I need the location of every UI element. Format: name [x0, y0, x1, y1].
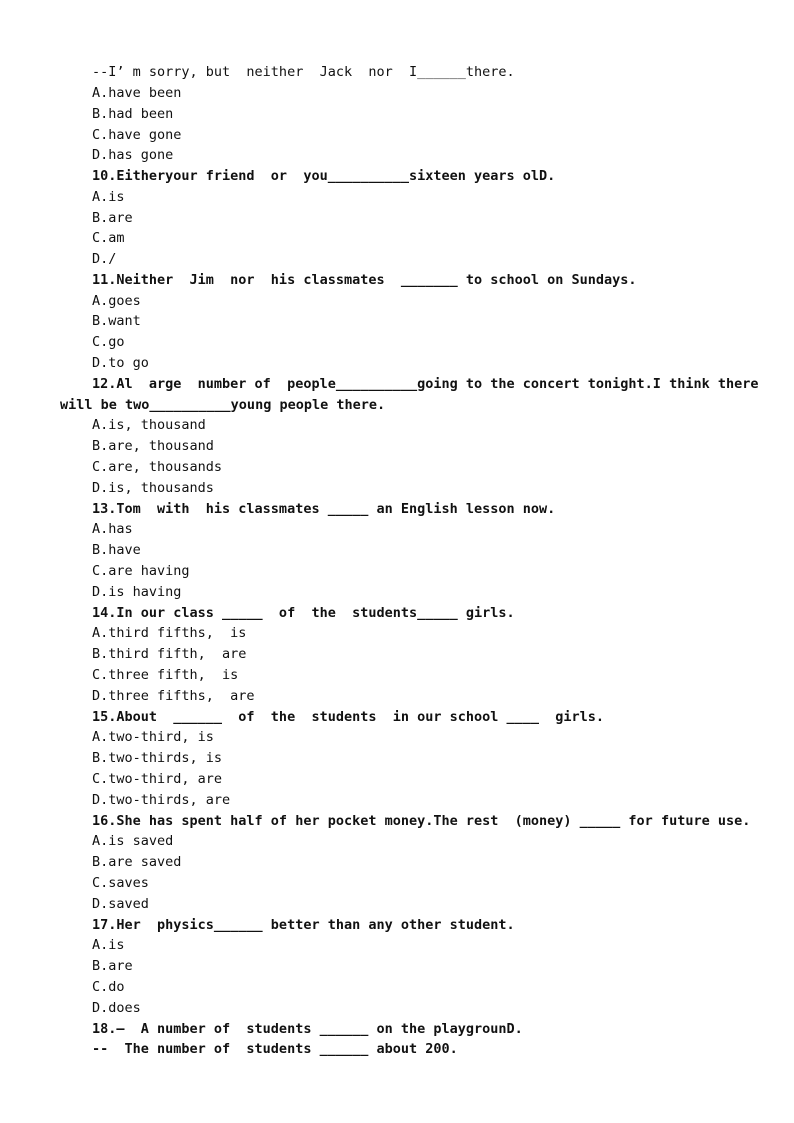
- option-10-c: C.am: [92, 230, 125, 246]
- option-16-c: C.saves: [92, 875, 149, 891]
- question-18-reply: -- The number of students ______ about 200.: [92, 1041, 458, 1057]
- option-11-d: D.to go: [92, 355, 149, 371]
- question-11: 11.Neither Jim nor his classmates _______ to school on Sundays.: [92, 272, 637, 288]
- option-13-b: B.have: [92, 542, 141, 558]
- option-13-c: C.are having: [92, 563, 190, 579]
- option-14-d: D.three fifths, are: [92, 688, 255, 704]
- option-12-d: D.is, thousands: [92, 480, 214, 496]
- option-9-d: D.has gone: [92, 147, 174, 163]
- question-14: 14.In our class _____ of the students_____ girls.: [92, 605, 515, 621]
- question-10: 10.Eitheryour friend or you__________sixteen years olD.: [92, 168, 556, 184]
- option-9-b: B.had been: [92, 106, 174, 122]
- option-14-a: A.third fifths, is: [92, 625, 247, 641]
- option-9-c: C.have gone: [92, 127, 182, 143]
- option-16-d: D.saved: [92, 896, 149, 912]
- question-18: 18.— A number of students ______ on the playgrounD.: [92, 1021, 523, 1037]
- option-17-c: C.do: [92, 979, 125, 995]
- option-17-d: D.does: [92, 1000, 141, 1016]
- option-14-c: C.three fifth, is: [92, 667, 239, 683]
- question-13: 13.Tom with his classmates _____ an English lesson now.: [92, 501, 556, 517]
- option-15-a: A.two-third, is: [92, 729, 214, 745]
- option-17-b: B.are: [92, 958, 133, 974]
- option-16-a: A.is saved: [92, 833, 174, 849]
- question-12-continuation: will be two__________young people there.: [60, 397, 386, 413]
- option-14-b: B.third fifth, are: [92, 646, 247, 662]
- option-16-b: B.are saved: [92, 854, 182, 870]
- option-10-a: A.is: [92, 189, 125, 205]
- question-12: 12.Al arge number of people__________going to the concert tonight.I think there: [92, 376, 759, 392]
- option-11-a: A.goes: [92, 293, 141, 309]
- option-15-b: B.two-thirds, is: [92, 750, 223, 766]
- option-10-b: B.are: [92, 210, 133, 226]
- option-17-a: A.is: [92, 937, 125, 953]
- option-12-a: A.is, thousand: [92, 417, 206, 433]
- option-12-c: C.are, thousands: [92, 459, 223, 475]
- option-13-a: A.has: [92, 521, 133, 537]
- question-16: 16.She has spent half of her pocket money.The rest (money) _____ for future use.: [92, 813, 751, 829]
- question-17: 17.Her physics______ better than any other student.: [92, 917, 515, 933]
- option-15-c: C.two-third, are: [92, 771, 223, 787]
- option-15-d: D.two-thirds, are: [92, 792, 231, 808]
- option-12-b: B.are, thousand: [92, 438, 214, 454]
- option-13-d: D.is having: [92, 584, 182, 600]
- question-9-stem: --I’ m sorry, but neither Jack nor I______there.: [92, 64, 515, 80]
- option-11-b: B.want: [92, 313, 141, 329]
- option-9-a: A.have been: [92, 85, 182, 101]
- option-10-d: D./: [92, 251, 117, 267]
- question-15: 15.About ______ of the students in our school ____ girls.: [92, 709, 605, 725]
- option-11-c: C.go: [92, 334, 125, 350]
